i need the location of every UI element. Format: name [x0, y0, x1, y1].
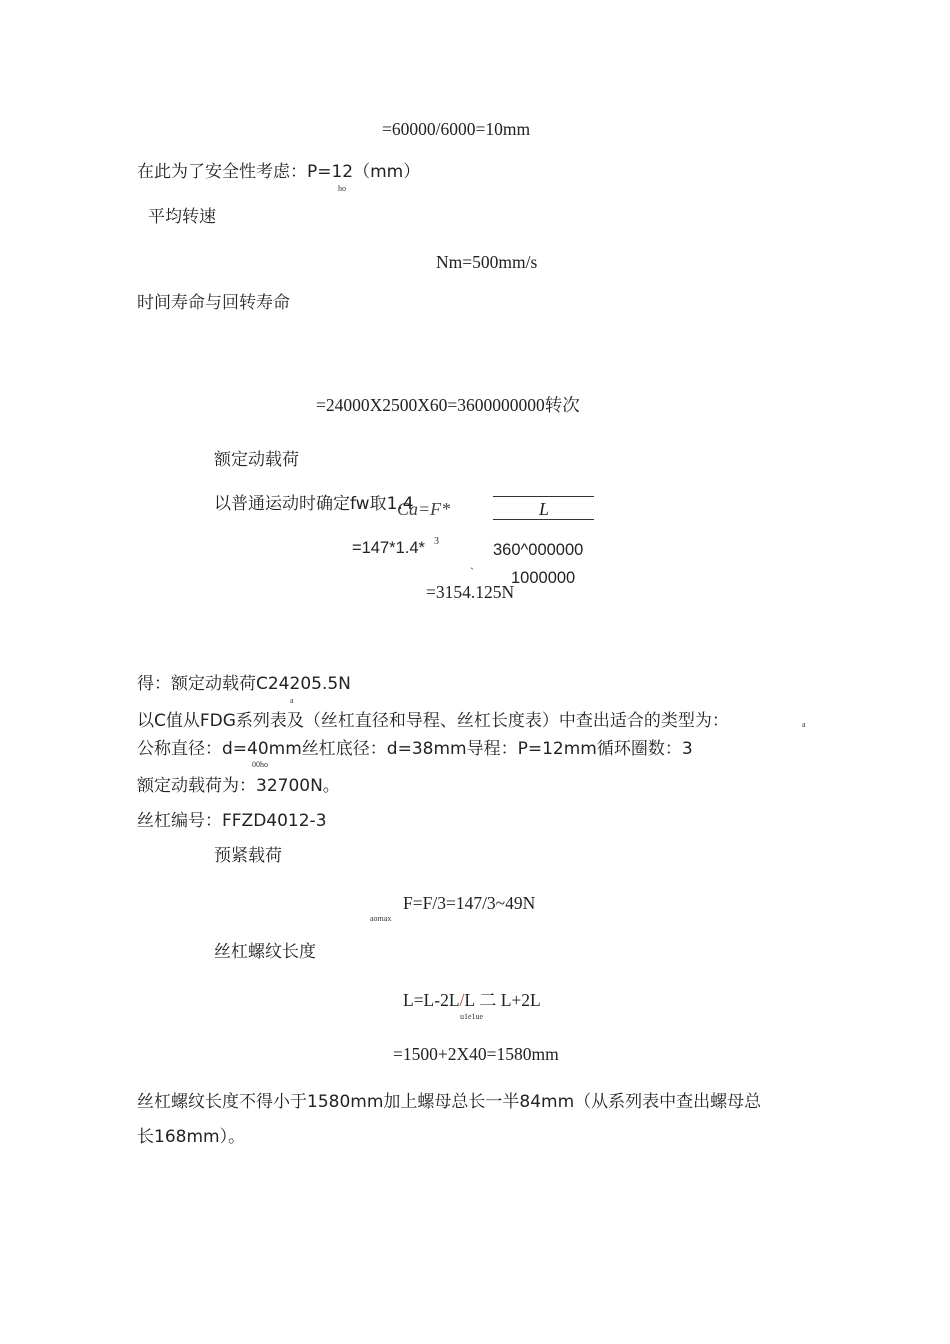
fraction-rule-top: [493, 496, 594, 497]
heading-preload: 预紧载荷: [214, 846, 282, 866]
spec-subscript: 00ho: [252, 760, 268, 769]
heading-dynamic-load: 额定动载荷: [214, 450, 299, 470]
ca-formula-overlay: Ca=F*: [397, 499, 451, 519]
thread-length-note-line1: 丝杠螺纹长度不得小于1580mm加上螺母总长一半84mm（从系列表中查出螺母总: [137, 1092, 762, 1112]
formula-load-exponent: 3: [434, 536, 439, 547]
selection-subscript: a: [802, 720, 806, 729]
screw-model-number: 丝杠编号：FFZD4012-3: [137, 811, 327, 831]
heading-average-speed: 平均转速: [148, 207, 216, 227]
thread-length-note-line2: 长168mm）。: [137, 1127, 246, 1147]
thread-length-part-b: L 二 L+2L: [464, 990, 541, 1010]
thread-length-subscript: u1e1ue: [460, 1012, 484, 1021]
heading-thread-length: 丝杠螺纹长度: [214, 942, 316, 962]
formula-lead-pitch: =60000/6000=10mm: [382, 119, 531, 139]
fw-coefficient-line: 以普通运动时确定fw取1.4: [214, 494, 414, 514]
formula-preload: F=F/3=147/3~49N: [403, 893, 536, 913]
heading-life: 时间寿命与回转寿命: [137, 293, 290, 313]
fraction-rule-bottom: [493, 519, 594, 520]
formula-thread-length-result: =1500+2X40=1580mm: [393, 1044, 559, 1064]
stray-mark: `: [470, 565, 474, 579]
fraction-denominator: 1000000: [511, 569, 576, 587]
pitch-subscript: ho: [338, 184, 346, 193]
formula-life: =24000X2500X60=3600000000转次: [316, 395, 580, 415]
rated-load-result: 得：额定动载荷C24205.5N: [137, 674, 351, 694]
spec-line: 公称直径：d=40mm丝杠底径：d=38mm导程：P=12mm循环圈数：3: [137, 739, 693, 759]
formula-load-calc: =147*1.4*: [352, 539, 425, 557]
thread-length-part-a: L=L-2L: [403, 990, 460, 1010]
thread-length-slash: /: [459, 990, 465, 1010]
selection-line: 以C值从FDG系列表及（丝杠直径和导程、丝杠长度表）中查出适合的类型为：: [137, 711, 729, 731]
fraction-numerator: 360^000000: [493, 541, 584, 559]
rated-load-subscript: a: [290, 696, 294, 705]
formula-average-speed: Nm=500mm/s: [436, 252, 538, 272]
fraction-l-label: L: [539, 499, 550, 519]
formula-load-result: =3154.125N: [426, 582, 515, 602]
preload-subscript: aomax: [370, 914, 392, 923]
formula-thread-length: [403, 992, 541, 1010]
rated-load-value: 额定动载荷为：32700N。: [137, 776, 340, 796]
safety-pitch-line: 在此为了安全性考虑：P=12（mm）: [137, 162, 421, 182]
